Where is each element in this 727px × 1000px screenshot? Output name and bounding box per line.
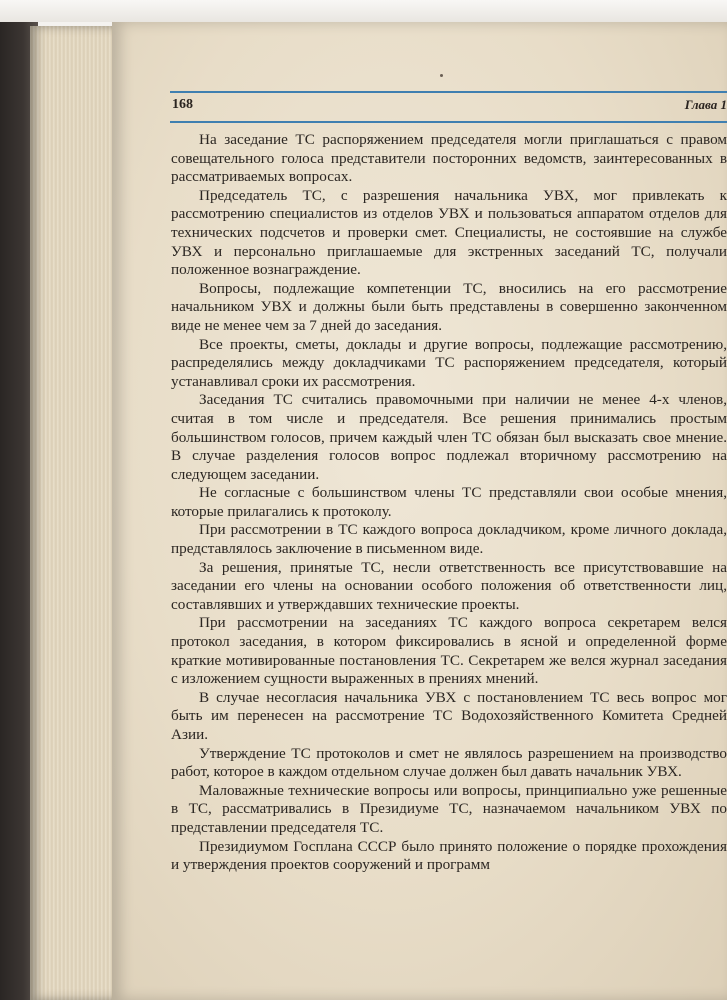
header-rule-bottom	[170, 121, 727, 123]
scan-frame-top	[0, 0, 727, 22]
header-rule-top	[170, 91, 727, 93]
paragraph: При рассмотрении в ТС каждого вопроса докладчиком, кроме личного доклада, представлялось заключение в письменном виде.	[171, 521, 727, 558]
page-number: 168	[172, 97, 193, 112]
paragraph: Президиумом Госплана СССР было принято положение о порядке прохождения и утверждения проектов сооружений и программ	[171, 837, 727, 874]
paragraph: В случае несогласия начальника УВХ с постановлением ТС весь вопрос мог быть им перенесен на рассмотрение ТС Водохозяйственного Комитета Средней Азии.	[171, 688, 727, 743]
paragraph: Заседания ТС считались правомочными при наличии не менее 4-х членов, считая в том числе и председателя. Все решения принимались простым большинством голосов, причем каждый член ТС обязан был высказать свое мнение. В случае разделения голосов вопрос подлежал вторичному рассмотрению на следующем заседании.	[171, 391, 727, 483]
paragraph: Председатель ТС, с разрешения начальника УВХ, мог привлекать к рассмотрению специалистов из отделов УВХ и пользоваться аппаратом отделов для технических подсчетов и проверки смет. Специалисты, не состоявшие на службе УВХ и персонально приглашаемые для экстренных заседаний ТС, получали положенное вознаграждение.	[171, 186, 727, 279]
paragraph: Не согласные с большинством члены ТС представляли свои особые мнения, которые прилагались к протоколу.	[171, 484, 727, 520]
paragraph: Утверждение ТС протоколов и смет не являлось разрешением на производство работ, которое в каждом отдельном случае должен был давать начальник УВХ.	[171, 744, 727, 781]
paper-speck	[440, 74, 443, 77]
paragraph: На заседание ТС распоряжением председателя могли приглашаться с правом совещательного голоса представители посторонних ведомств, заинтересованных в рассматриваемых вопросах.	[171, 131, 727, 186]
chapter-title: Глава 1	[684, 97, 727, 112]
running-header	[170, 91, 727, 121]
paragraph: За решения, принятые ТС, несли ответственность все присутствовавшие на заседании его члены на основании особого положения об ответственности лиц, составлявших и утверждавших технические проекты.	[171, 558, 727, 613]
page-stack-edge	[30, 26, 122, 1000]
paragraph: Вопросы, подлежащие компетенции ТС, вносились на его рассмотрение начальником УВХ и должны были быть представлены в совершенно законченном виде не менее чем за 7 дней до заседания.	[171, 279, 727, 334]
paragraph: Все проекты, сметы, доклады и другие вопросы, подлежащие рассмотрению, распределялись между докладчиками ТС распоряжением председателя, который устанавливал сроки их рассмотрения.	[171, 335, 727, 390]
paragraph: При рассмотрении на заседаниях ТС каждого вопроса секретарем велся протокол заседания, в котором фиксировались в ясной и определенной форме краткие мотивированные постановления ТС. Секретарем же велся журнал заседания с изложением сущности выраженных в прениях мнений.	[171, 614, 727, 688]
paragraph: Маловажные технические вопросы или вопросы, принципиально уже решенные в ТС, рассматривались в Президиуме ТС, назначаемом начальником УВХ по представлении председателя ТС.	[171, 781, 727, 836]
body-text	[171, 131, 727, 921]
